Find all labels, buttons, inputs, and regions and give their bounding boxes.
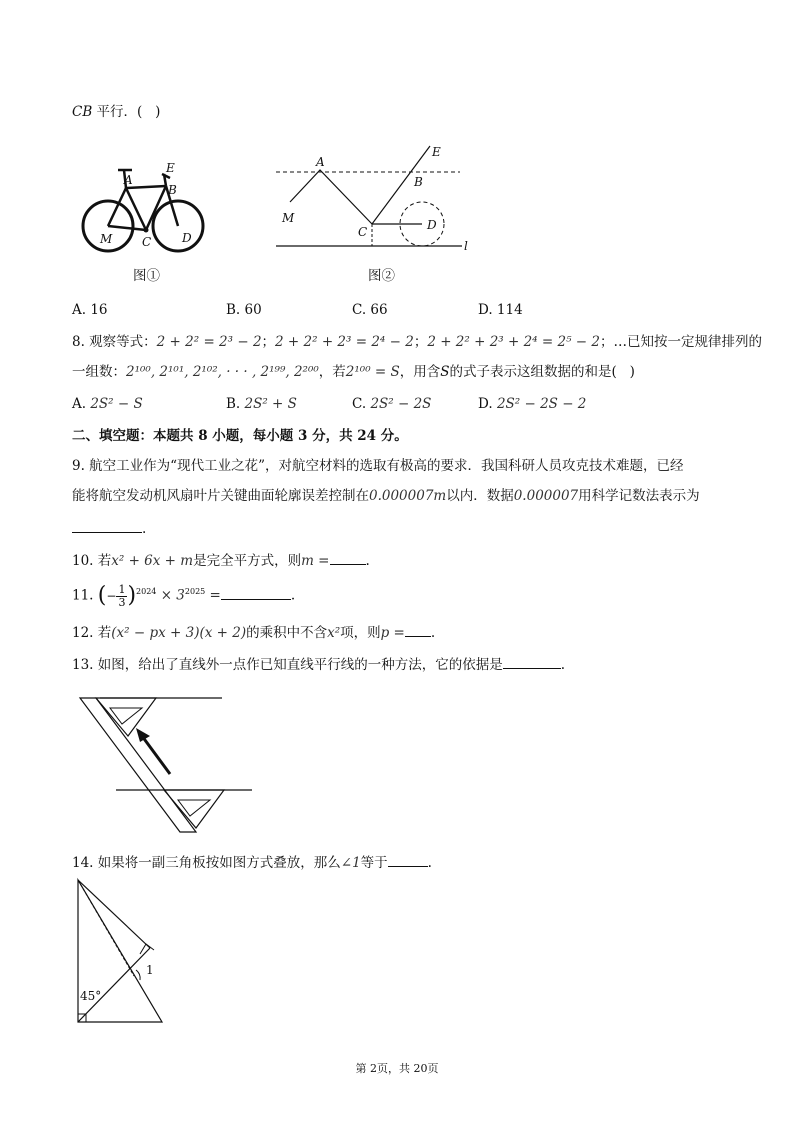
q8-option-a-expr: 2S² − S — [90, 396, 143, 412]
q9-value-m: 0.000007m — [369, 488, 447, 504]
q10-var: m = — [301, 553, 330, 569]
q8-line1 — [72, 332, 762, 352]
q8-option-a-label: A. — [72, 396, 87, 412]
q9-end: . — [142, 521, 147, 537]
ruler — [80, 698, 196, 832]
q8-option-b-expr: 2S² + S — [244, 396, 297, 412]
q8-option-c — [352, 394, 431, 414]
q10-mid: 是完全平方式，则 — [193, 553, 302, 569]
q9-line1: 9. 航空工业作为“现代工业之花”，对航空材料的选取有极高的要求．我国科研人员攻克技术难题，已经 — [72, 458, 684, 474]
q14-prefix: 14. 如果将一副三角板按如图方式叠放，那么 — [72, 855, 341, 871]
q8-prefix: 8. 观察等式： — [72, 334, 157, 350]
q13-answer-blank[interactable] — [503, 654, 561, 669]
q9-line2 — [72, 486, 700, 506]
arrow-up-icon — [136, 728, 150, 742]
q10-expr: x² + 6x + m — [111, 553, 194, 569]
set-square-top-inner — [110, 708, 142, 724]
fig2-label-e: E — [432, 145, 441, 159]
q7-option-d: D. 114 — [478, 302, 523, 318]
q8-eq2: 2 + 2² + 2³ = 2⁴ − 2 — [275, 334, 414, 350]
q8-sep1: ； — [261, 334, 276, 350]
arrow-shaft — [142, 736, 170, 774]
q12-end: . — [430, 625, 436, 641]
q9-line2-b: 以内．数据 — [446, 488, 514, 504]
q8-line2-d: 的式子表示这组数据的和是( ) — [449, 364, 635, 380]
q11-eq: = — [209, 587, 221, 604]
q10-prefix: 10. 若 — [72, 553, 112, 569]
pedal-hub — [144, 228, 149, 233]
q13-end: . — [560, 657, 566, 673]
q14-answer-blank[interactable] — [388, 852, 428, 867]
triangle-30-hypotenuse — [78, 880, 150, 948]
q9-line2-c: 用科学记数法表示为 — [578, 488, 700, 504]
q14-angle: ∠1 — [340, 855, 361, 871]
q8-option-d-label: D. — [478, 396, 493, 412]
q7-option-a: A. 16 — [72, 302, 108, 318]
figure1-caption: 图① — [133, 268, 160, 284]
figure-geometry — [276, 142, 476, 252]
q11-paren-left: ( — [97, 583, 107, 608]
label-b: B — [168, 183, 177, 197]
label-d: D — [182, 231, 192, 245]
q11-minus: − — [106, 589, 117, 603]
q7-option-b: B. 60 — [226, 302, 262, 318]
q8-option-a — [72, 394, 143, 414]
q12-mid2: 项，则 — [340, 625, 381, 641]
section-heading-fill-in: 二、填空题：本题共 8 小题，每小题 3 分，共 24 分。 — [72, 428, 408, 444]
q12-answer-blank[interactable] — [405, 622, 431, 637]
q12 — [72, 622, 435, 643]
triangle-30-leg — [78, 948, 150, 1022]
q11-exp2: 2025 — [184, 587, 206, 596]
label-e: E — [166, 161, 175, 175]
q11 — [72, 582, 295, 616]
q14-end: . — [427, 855, 432, 871]
figure-bicycle — [78, 158, 218, 273]
label-c: C — [142, 235, 152, 249]
q8-sep2: ； — [413, 334, 428, 350]
q8-line2 — [72, 362, 635, 382]
q12-prefix: 12. 若 — [72, 625, 112, 641]
q10 — [72, 550, 370, 571]
q13 — [72, 654, 565, 675]
q9-answer-blank[interactable] — [72, 518, 142, 533]
set-square-top — [96, 698, 156, 736]
q7-option-c: C. 66 — [352, 302, 388, 318]
q7-tail — [72, 102, 160, 122]
polyline-mac — [290, 170, 372, 224]
q8-option-c-expr: 2S² − 2S — [370, 396, 432, 412]
q9-line3 — [72, 518, 146, 539]
q9-line2-a: 能将航空发动机风扇叶片关键曲面轮廓误差控制在 — [72, 488, 369, 504]
q8-option-d — [478, 394, 586, 414]
q8-var-s: S — [440, 364, 450, 380]
q14-mid: 等于 — [360, 855, 388, 871]
fig2-label-m: M — [282, 211, 295, 225]
figure2-caption: 图② — [368, 268, 395, 284]
q10-answer-blank[interactable] — [330, 550, 366, 565]
q12-mid: 的乘积中不含 — [246, 625, 328, 641]
down-tube — [146, 186, 166, 230]
q8-option-c-label: C. — [352, 396, 367, 412]
q11-paren-right: ) — [127, 583, 137, 608]
q10-end: . — [365, 553, 370, 569]
q12-var: p = — [380, 625, 405, 641]
label-a: A — [124, 173, 133, 187]
q8-option-d-expr: 2S² − 2S − 2 — [496, 396, 587, 412]
q11-den: 3 — [118, 595, 126, 609]
label-m: M — [100, 232, 113, 246]
q7-tail-text: 平行．( ) — [96, 104, 161, 120]
q11-answer-blank[interactable] — [221, 585, 291, 600]
q11-num: 1 — [118, 582, 126, 596]
page-footer: 第 2页，共 20页 — [355, 1062, 439, 1075]
fig2-label-b: B — [414, 175, 423, 189]
label-45-degree: 45° — [80, 989, 102, 1003]
q8-eq3: 2 + 2² + 2³ + 2⁴ = 2⁵ − 2 — [427, 334, 600, 350]
q11-fraction — [116, 584, 127, 609]
segment-cb: CB — [72, 104, 93, 120]
q8-condition: 2¹⁰⁰ = S — [345, 364, 400, 380]
q11-prefix: 11. — [72, 587, 94, 604]
q8-line2-c: ，用含 — [399, 364, 441, 380]
q9-value: 0.000007 — [513, 488, 579, 504]
fig2-label-l: l — [464, 239, 468, 253]
fig2-label-c: C — [358, 225, 368, 239]
fig2-label-a: A — [316, 155, 325, 169]
figure-set-square-ruler — [80, 690, 260, 840]
label-angle-1: 1 — [146, 963, 154, 977]
q11-times: × 3 — [160, 587, 185, 604]
q8-eq1: 2 + 2² = 2³ − 2 — [156, 334, 262, 350]
q12-expr: (x² − px + 3)(x + 2) — [111, 625, 247, 641]
q8-suffix: ；…已知按一定规律排列的 — [599, 334, 762, 350]
q14 — [72, 852, 432, 873]
q8-line2-b: ，若 — [318, 364, 346, 380]
q8-line2-a: 一组数： — [72, 364, 126, 380]
q8-option-b — [226, 394, 297, 414]
q11-exp1: 2024 — [136, 587, 157, 596]
q12-term: x² — [327, 625, 341, 641]
q11-end: . — [290, 587, 296, 604]
q8-sequence: 2¹⁰⁰, 2¹⁰¹, 2¹⁰², · · · , 2¹⁹⁹, 2²⁰⁰ — [126, 364, 319, 380]
q8-option-b-label: B. — [226, 396, 241, 412]
figure-triangle-rulers — [74, 876, 184, 1026]
q13-text: 13. 如图，给出了直线外一点作已知直线平行线的一种方法，它的依据是 — [72, 657, 503, 673]
fig2-label-d: D — [427, 218, 437, 232]
